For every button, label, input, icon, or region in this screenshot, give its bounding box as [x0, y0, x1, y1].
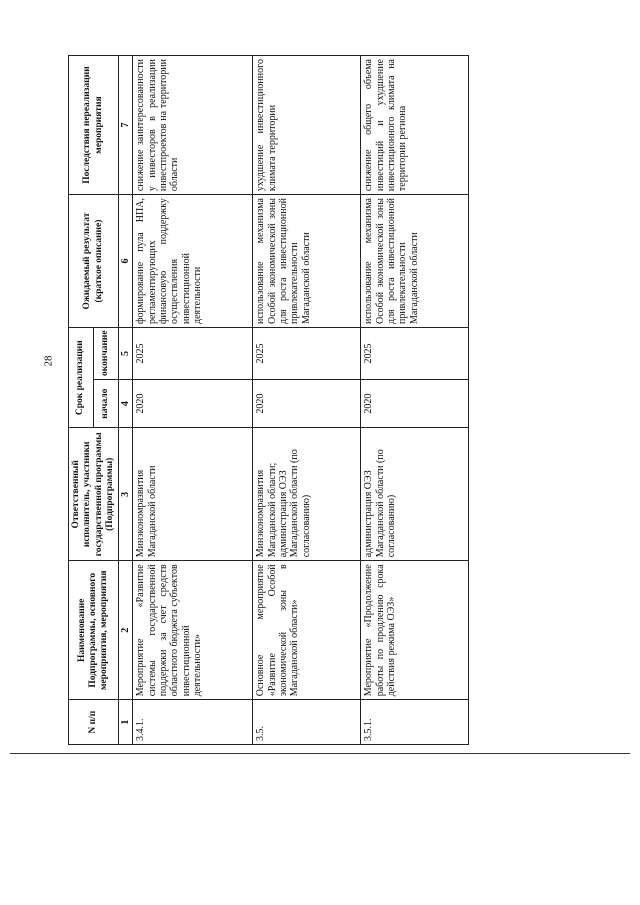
row-end: 2025 — [253, 328, 361, 380]
row-executor: администрация ОЭЗ Магаданской области (по согласованию) — [361, 428, 469, 561]
table-row — [133, 56, 253, 745]
row-consequences: ухудшение инвестиционного климата территории — [253, 56, 361, 195]
header-executor: Ответственный исполнитель, участники государственной программы (Подпрограммы) — [69, 428, 119, 561]
row-result: использование механизма Особой экономической зоны для роста инвестиционной привлекательности Магаданской области — [253, 195, 361, 328]
row-executor: Минэкономразвития Магаданской области; администрация ОЭЗ Магаданской области (по согласованию) — [253, 428, 361, 561]
row-no: 3.5.1. — [361, 700, 469, 745]
page-divider — [10, 753, 630, 754]
header-no: N п/п — [69, 700, 119, 745]
row-end: 2025 — [133, 328, 253, 380]
row-start: 2020 — [253, 379, 361, 427]
table-row — [253, 56, 361, 745]
col-number: 6 — [119, 195, 133, 328]
row-result: формирование пула НПА, регламентирующих финансовую поддержку осуществления инвестиционной деятельности — [133, 195, 253, 328]
header-end: окончание — [94, 328, 119, 380]
rotated-table-wrapper — [68, 55, 628, 745]
col-number: 5 — [119, 328, 133, 380]
col-number: 7 — [119, 56, 133, 195]
table-row — [361, 56, 469, 745]
row-end: 2025 — [361, 328, 469, 380]
col-number: 3 — [119, 428, 133, 561]
col-number: 1 — [119, 700, 133, 745]
row-no: 3.5. — [253, 700, 361, 745]
program-table — [68, 55, 469, 745]
column-number-row — [119, 56, 133, 745]
row-consequences: снижение общего объема инвестиций и ухудшение инвестиционного климата на территории региона — [361, 56, 469, 195]
header-start: начало — [94, 379, 119, 427]
row-start: 2020 — [133, 379, 253, 427]
row-name: Мероприятие «Развитие системы государственной поддержки за счет средств областного бюджета субъектов инвестиционной деятельности» — [133, 561, 253, 700]
header-result: Ожидаемый результат (краткое описание) — [69, 195, 119, 328]
header-name: Наименование Подпрограммы, основного мероприятия, мероприятия — [69, 561, 119, 700]
header-term: Срок реализации — [69, 328, 94, 428]
row-no: 3.4.1. — [133, 700, 253, 745]
row-consequences: снижение заинтересованности у инвесторов в реализации инвестпроектов на территории области — [133, 56, 253, 195]
col-number: 4 — [119, 379, 133, 427]
row-executor: Минэкономразвития Магаданской области — [133, 428, 253, 561]
page-number: 28 — [42, 355, 55, 367]
row-start: 2020 — [361, 379, 469, 427]
col-number: 2 — [119, 561, 133, 700]
row-result: использование механизма Особой экономической зоны для роста инвестиционной привлекательности Магаданской области — [361, 195, 469, 328]
header-consequences: Последствия нереализации мероприятия — [69, 56, 119, 195]
header-row — [69, 56, 94, 745]
row-name: Основное мероприятие «Развитие Особой экономической зоны в Магаданской области» — [253, 561, 361, 700]
row-name: Мероприятие «Продолжение работы по продлению срока действия режима ОЭЗ» — [361, 561, 469, 700]
